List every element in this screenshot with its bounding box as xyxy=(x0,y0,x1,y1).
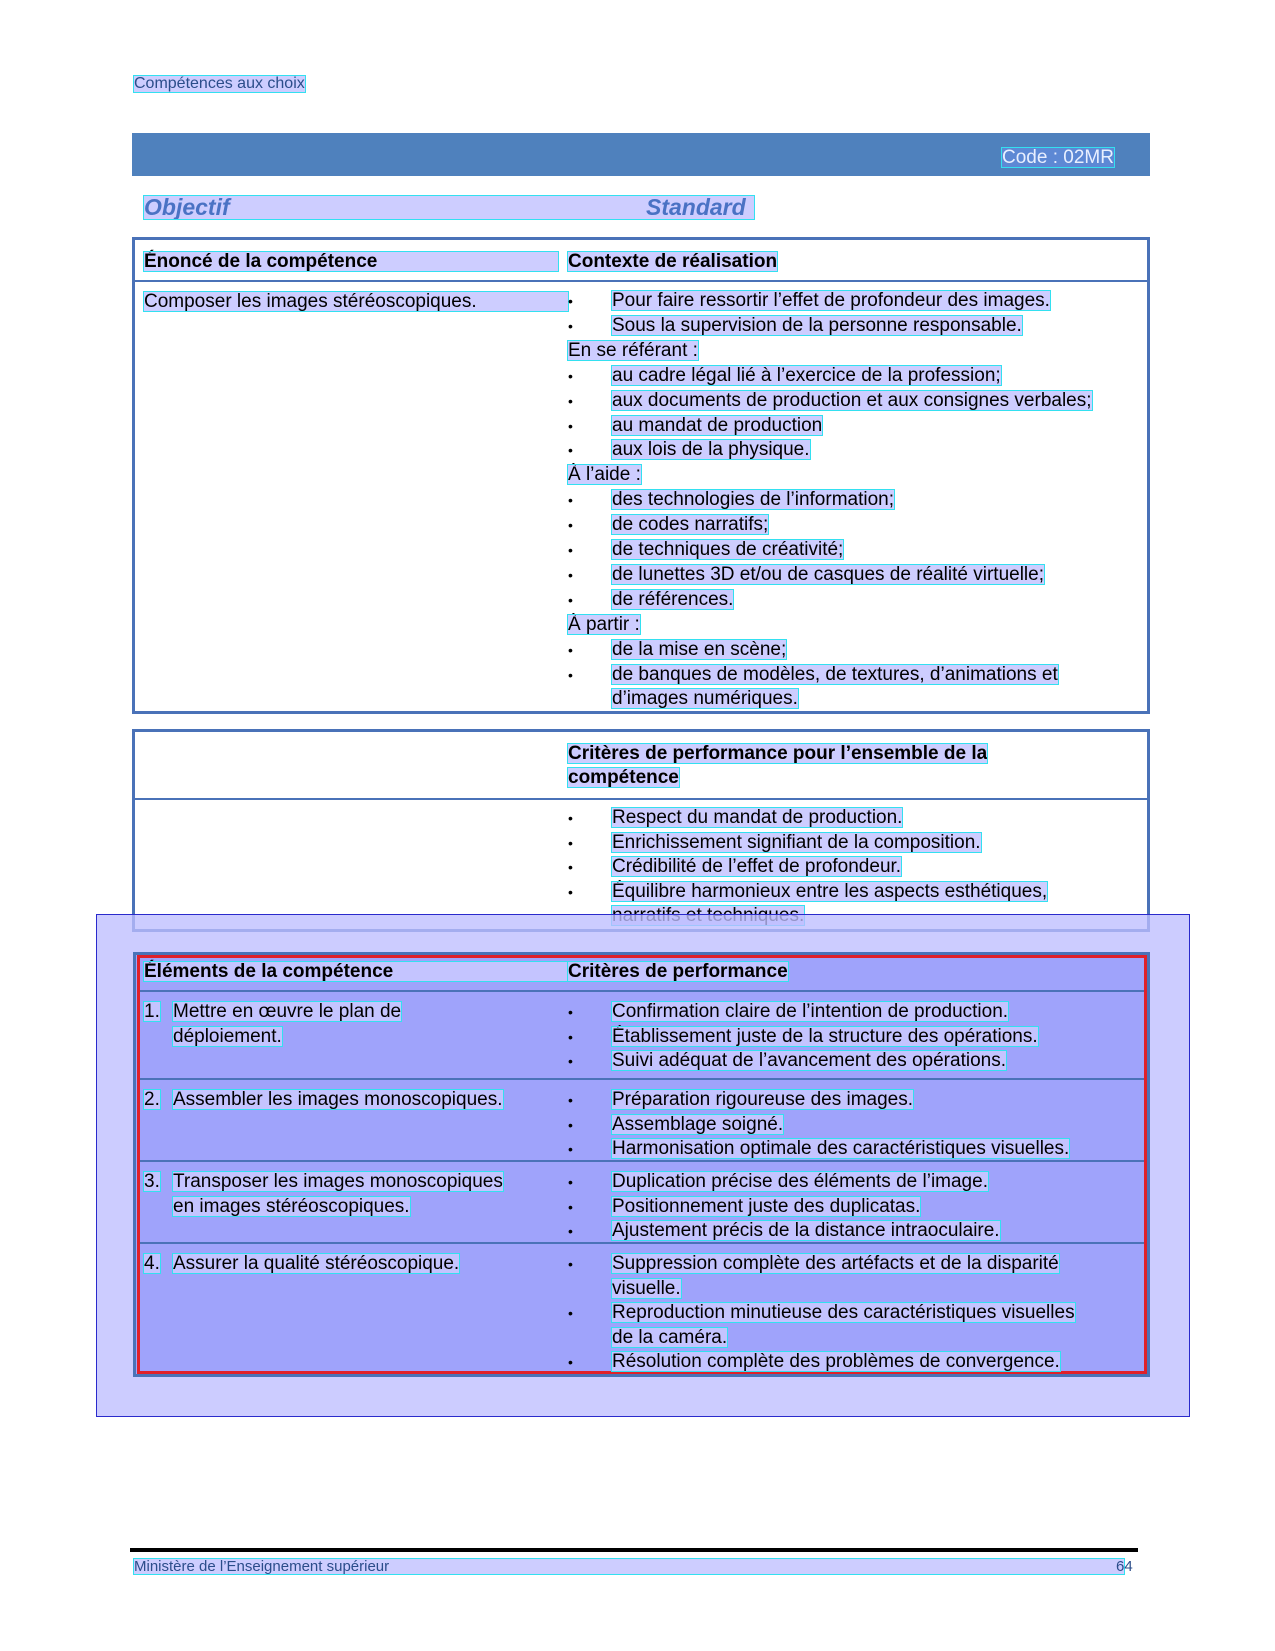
element-number: 2. xyxy=(144,1089,160,1110)
bullet-icon: • xyxy=(568,317,573,334)
element-text: Transposer les images monoscopiques xyxy=(173,1171,503,1192)
enonce-header-rule xyxy=(135,280,1147,282)
bullet-icon: • xyxy=(568,492,573,509)
list-item: de techniques de créativité; xyxy=(612,539,844,560)
criterion-item: Harmonisation optimale des caractéristiques visuelles. xyxy=(612,1138,1070,1160)
element-text: Assembler les images monoscopiques. xyxy=(173,1089,503,1110)
list-label: À partir : xyxy=(568,613,640,635)
bullet-icon: • xyxy=(568,1174,573,1190)
criterion-item: Reproduction minutieuse des caractéristiques visuelles xyxy=(612,1302,1075,1324)
bullet-icon: • xyxy=(568,1223,573,1240)
bullet-icon: • xyxy=(568,1053,573,1070)
list-item: au mandat de production xyxy=(612,414,823,436)
list-item-continuation: d’images numériques. xyxy=(612,688,798,710)
elements-row-rule xyxy=(140,990,1144,992)
element-number: 1. xyxy=(144,1001,160,1022)
footer-page-number: 64 xyxy=(1116,1558,1133,1575)
list-label: À l’aide : xyxy=(568,464,641,486)
bullet-icon: • xyxy=(568,641,573,658)
list-item: de codes narratifs; xyxy=(612,514,769,536)
bullet-icon: • xyxy=(568,1092,573,1108)
criterion-item: Positionnement juste des duplicatas. xyxy=(612,1195,921,1217)
bullet-icon: • xyxy=(568,834,573,851)
criteres-ensemble-title-line1: Critères de performance pour l’ensemble de la xyxy=(568,743,988,764)
elements-row-rule xyxy=(140,1242,1144,1244)
criterion-item: Préparation rigoureuse des images. xyxy=(612,1089,914,1110)
list-item: Sous la supervision de la personne responsable. xyxy=(612,314,1022,336)
bullet-icon: • xyxy=(568,1141,573,1158)
bullet-icon: • xyxy=(568,1256,573,1272)
bullet-icon: • xyxy=(568,591,573,608)
list-label: En se référant : xyxy=(568,339,698,361)
bullet-icon: • xyxy=(568,1028,573,1045)
standard-label: Standard xyxy=(646,194,746,220)
list-item: aux documents de production et aux consignes verbales; xyxy=(612,389,1092,411)
objectif-label: Objectif xyxy=(144,194,230,220)
bullet-icon: • xyxy=(568,859,573,876)
bullet-icon: • xyxy=(568,666,573,683)
list-item: Équilibre harmonieux entre les aspects esthétiques, xyxy=(612,880,1048,902)
criterion-item: Suivi adéquat de l’avancement des opérations. xyxy=(612,1050,1006,1072)
list-item: Crédibilité de l’effet de profondeur. xyxy=(612,856,902,878)
elements-col1-title: Éléments de la compétence xyxy=(144,962,568,981)
bullet-icon: • xyxy=(568,417,573,434)
bullet-icon: • xyxy=(568,542,573,558)
bullet-icon: • xyxy=(568,517,573,534)
elements-row-rule xyxy=(140,1078,1144,1080)
enonce-col1-title: Énoncé de la compétence xyxy=(144,252,558,271)
enonce-col2-title: Contexte de réalisation xyxy=(568,251,778,272)
objectif-standard-row xyxy=(144,196,754,219)
criterion-item: Assemblage soigné. xyxy=(612,1113,784,1135)
bullet-icon: • xyxy=(568,392,573,409)
bullet-icon: • xyxy=(568,1116,573,1133)
criterion-continuation: de la caméra. xyxy=(612,1326,728,1348)
bullet-icon: • xyxy=(568,1305,573,1322)
bullet-icon: • xyxy=(568,367,573,384)
list-item: de la mise en scène; xyxy=(612,638,787,660)
footer-rule xyxy=(130,1548,1138,1552)
document-section-header: Compétences aux choix xyxy=(134,75,305,92)
list-item: de références. xyxy=(612,588,734,610)
list-item: de lunettes 3D et/ou de casques de réalité virtuelle; xyxy=(612,563,1044,585)
bullet-icon: • xyxy=(568,1354,573,1371)
bullet-icon: • xyxy=(568,1198,573,1215)
bullet-icon: • xyxy=(568,566,573,583)
element-text: déploiement. xyxy=(173,1025,282,1047)
criterion-item: Résolution complète des problèmes de convergence. xyxy=(612,1351,1060,1373)
criterion-item: Suppression complète des artéfacts et de la disparité xyxy=(612,1253,1059,1274)
element-text: Mettre en œuvre le plan de xyxy=(173,1001,402,1022)
criterion-item: Duplication précise des éléments de l’image. xyxy=(612,1171,988,1192)
criterion-continuation: visuelle. xyxy=(612,1277,681,1299)
elements-row-rule xyxy=(140,1160,1144,1162)
list-item: aux lois de la physique. xyxy=(612,439,810,461)
code-banner xyxy=(132,133,1150,176)
element-text: en images stéréoscopiques. xyxy=(173,1195,410,1217)
element-text: Assurer la qualité stéréoscopique. xyxy=(173,1253,460,1274)
list-item: Enrichissement signifiant de la composition. xyxy=(612,831,981,853)
competence-code: Code : 02MR xyxy=(1002,147,1114,168)
bullet-icon: • xyxy=(568,810,573,826)
list-item: Respect du mandat de production. xyxy=(612,807,903,828)
criteres-ensemble-title-line2: compétence xyxy=(568,767,679,788)
list-item: Pour faire ressortir l’effet de profondeur des images. xyxy=(612,290,1050,311)
bullet-icon: • xyxy=(568,883,573,900)
element-number: 4. xyxy=(144,1253,160,1274)
element-number: 3. xyxy=(144,1171,160,1192)
criteres-ensemble-header-rule xyxy=(135,798,1147,800)
bullet-icon: • xyxy=(568,293,573,309)
list-item: des technologies de l’information; xyxy=(612,489,895,511)
criterion-item: Ajustement précis de la distance intraoculaire. xyxy=(612,1220,1000,1242)
criterion-item: Établissement juste de la structure des opérations. xyxy=(612,1025,1038,1047)
bullet-icon: • xyxy=(568,442,573,459)
footer-ministry: Ministère de l’Enseignement supérieur xyxy=(134,1559,1124,1574)
list-item: au cadre légal lié à l’exercice de la profession; xyxy=(612,364,1001,386)
criterion-item: Confirmation claire de l’intention de production. xyxy=(612,1001,1009,1022)
list-item: de banques de modèles, de textures, d’animations et xyxy=(612,663,1058,685)
competence-statement: Composer les images stéréoscopiques. xyxy=(144,292,568,311)
bullet-icon: • xyxy=(568,1004,573,1020)
elements-col2-title: Critères de performance xyxy=(568,961,788,982)
